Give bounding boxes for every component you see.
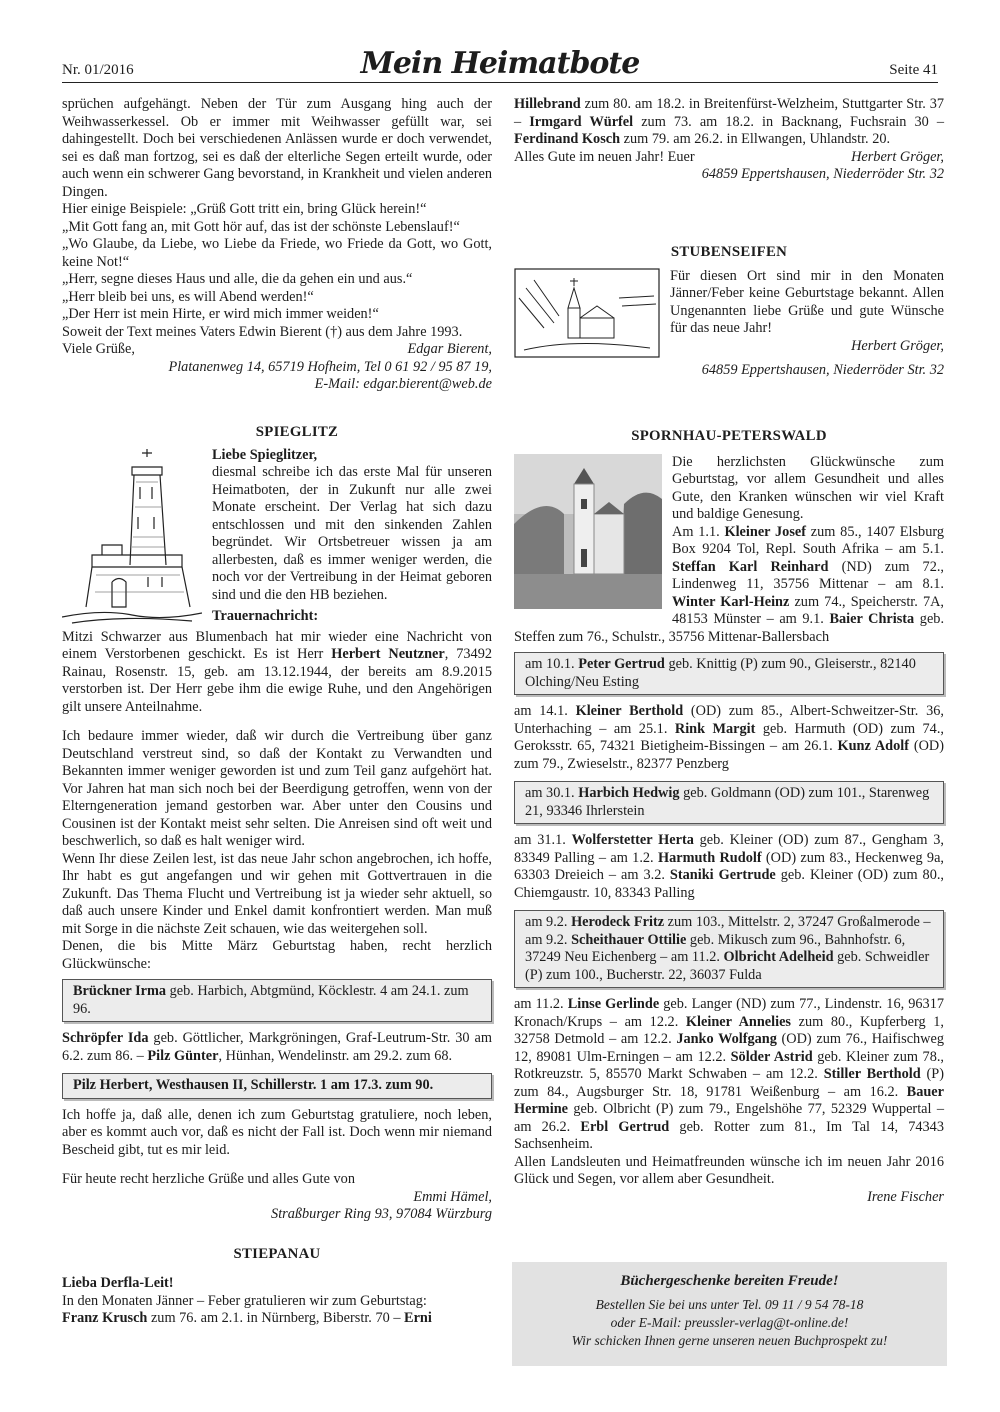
greeting: Viele Grüße,: [62, 341, 135, 357]
v1a: am 11.2.: [514, 996, 568, 1012]
quote-4: „Herr bleib bei uns, es will Abend werden!“: [62, 288, 314, 305]
box2-text: Pilz Herbert, Westhausen II, Schillerstr. 1 am 17.3. zum 90.: [73, 1077, 434, 1093]
hg2-name: Herbert Gröger,: [851, 337, 944, 354]
birthday-box-harbich: [514, 781, 944, 824]
t2n: Rink Margit: [674, 720, 756, 737]
allen-paragraph: Allen Landsleuten und Heimatfreunden wünsche ich im neuen Jahr 2016 Glück und Segen, vor allem aber Gesundheit.: [514, 1153, 944, 1187]
stubenseifen-text: Für diesen Ort sind mir in den Monaten Jänner/Feber keine Geburtstage bekannt. Allen Ungenannten liebe Grüße und gute Wünsche für das neue Jahr!: [670, 267, 944, 336]
hg2-address: 64859 Eppertshausen, Niederröder Str. 32: [701, 361, 944, 378]
left-column: [62, 96, 492, 394]
birthday-box-herodeck: [514, 910, 944, 988]
u3n: Staniki Gertrude: [669, 867, 776, 883]
trauer-name: Herbert Neutzner: [331, 646, 445, 662]
hb-name: Hillebrand: [514, 96, 581, 112]
s1b: zum 85., 1407 Elsburg Box 9204 Tol, Repl. South Afrika – am 5.1.: [672, 523, 944, 557]
page-number: Seite 41: [889, 62, 938, 78]
hb-rest: zum 80. am 18.2. in Breitenfürst-Welzheim, Stuttgarter Str. 37 –: [514, 96, 944, 130]
signature-address: Platanenweg 14, 65719 Hofheim, Tel 0 61 92 / 95 87 19,: [168, 358, 492, 375]
v7b: geb. Rotter zum 81., Im Tal 14, 74343 Sachsenheim.: [514, 1118, 944, 1152]
irene-signature: Irene Fischer: [867, 1188, 944, 1205]
v5b: (P) zum 84., Augsburger Str. 18, 91781 Weißenburg – am 16.2.: [514, 1066, 944, 1100]
quote-3: „Herr, segne dieses Haus und alle, die da gehen ein und aus.“: [62, 271, 413, 287]
masthead-logo: Mein Heimatbote: [360, 46, 640, 81]
stubenseifen-title: STUBENSEIFEN: [670, 244, 788, 260]
intro-paragraph: sprüchen aufgehängt. Neben der Tür zum Ausgang hing auch der Weihwasserkessel. Ob er immer mit Weihwasser gefüllt war, sei dahingestellt. Doch bei verschiedenen Anlässen wurde er doch verwendet, sei es daß man fortzog, sei es daß der elterliche Segen erteilt wurde, oder auch wenn ein schwerer Gang bevorstand, in Krankheit und vielen anderen Dingen.: [62, 96, 492, 200]
signature-bierent: [62, 341, 492, 359]
b2b: geb. Goldmann (OD) zum 101., Starenweg 21, 93346 Ihrlerstein: [525, 785, 930, 819]
church-sketch-icon: [514, 268, 660, 358]
u2n: Harmuth Rudolf: [657, 849, 762, 866]
emmi-name: Emmi Hämel,: [413, 1188, 492, 1205]
t1n: Kleiner Berthold: [575, 703, 684, 719]
b3n3: Olbricht Adelheid: [723, 949, 834, 965]
book-ad-box: [512, 1262, 947, 1366]
p-rest: , Hünhan, Wendelinstr. am 29.2. zum 68.: [218, 1047, 453, 1064]
iw-rest: zum 73. am 18.2. in Backnang, Fuchsrain 30 –: [633, 113, 944, 130]
b3d: geb. Schweidler (P) zum 100., Bucherstr. 22, 36037 Fulda: [525, 949, 930, 983]
b1n: Peter Gertrud: [578, 656, 665, 672]
v1b: geb. Langer (ND) zum 77., Lindenstr. 16, 96317 Kronach/Krups – am 12.2.: [514, 996, 945, 1030]
wolferstetter-line: [514, 832, 944, 902]
u2b: (OD) zum 83., Heckenweg 9a, 63303 Dreieich – am 3.2.: [514, 849, 944, 883]
u1b: geb. Kleiner (OD) zum 87., Gengham 3, 83349 Palling – am 1.2.: [514, 832, 944, 866]
wenn-paragraph: Wenn Ihr diese Zeilen lest, ist das neue Jahr schon angebrochen, ich hoffe, Ihr habt es gut angefangen und wir gehen mit Gottvertrauen in die Zukunft. Das Thema Flucht und Vertreibung ist ja wieder sehr aktuell, so daß auch unsere Kinder und Enkel damit konfrontiert werden. Man muß mit Sorge in die nächste Zeit schauen, wie das weitergehen soll.: [62, 850, 492, 937]
u3b: geb. Kleiner (OD) zum 80., Chiemgaustr. 10, 83343 Palling: [514, 867, 944, 901]
fk-rest: zum 79. am 26.2. in Ellwangen, Uhlandstr. 20.: [620, 131, 891, 147]
ad-line-1: Bestellen Sie bei uns unter Tel. 09 11 / 9 54 78-18: [595, 1297, 864, 1312]
ad-line-3: Wir schicken Ihnen gerne unseren neuen Buchprospekt zu!: [571, 1333, 888, 1348]
spieglitz-title: SPIEGLITZ: [255, 424, 339, 440]
t1b: (OD) zum 85., Albert-Schweitzer-Str. 36, Unterhaching – am 25.1.: [514, 703, 944, 737]
page-header: [62, 46, 938, 86]
fk-name: Ferdinand Kosch: [514, 131, 621, 147]
b3a: am 9.2.: [525, 914, 572, 930]
s4b: geb. Steffen zum 76., Schulstr., 35756 Mittenar-Ballersbach: [514, 611, 945, 645]
stiepanau-text: In den Monaten Jänner – Feber gratulieren wir zum Geburtstag:: [62, 1292, 427, 1309]
s2b: (ND) zum 72., Lindenweg 11, 35756 Mittenar – am 8.1.: [672, 558, 944, 592]
t2b: geb. Harmuth (OD) zum 74., Geroksstr. 65, 74321 Bietigheim-Bissingen – am 26.1.: [514, 720, 944, 754]
hg-address: 64859 Eppertshausen, Niederröder Str. 32: [701, 166, 944, 182]
tower-illustration-icon: [62, 447, 202, 625]
signature-groeger-1: [514, 149, 944, 167]
s3b: zum 74., Speicherstr. 7A, 48153 Münster – am 9.1.: [672, 593, 944, 627]
v2n: Kleiner Annelies: [685, 1013, 791, 1030]
v3n: Janko Wolfgang: [676, 1031, 777, 1047]
signature-name: Edgar Bierent,: [407, 341, 492, 357]
s-name: Schröpfer Ida: [62, 1030, 149, 1046]
birthday-box-peter: [514, 652, 944, 695]
b2a: am 30.1.: [525, 785, 579, 801]
s-rest: geb. Göttlicher, Markgröningen, Graf-Leutrum-Str. 30 am 6.2. zum 86. –: [62, 1030, 492, 1064]
s1n: Kleiner Josef: [724, 523, 806, 540]
spieglitz-greeting: Liebe Spieglitzer,: [212, 446, 318, 463]
birthday-box-brueckner: [62, 979, 492, 1022]
signature-email: E-Mail: edgar.bierent@web.de: [314, 376, 492, 392]
stiepanau-greeting: Lieba Derfla-Leit!: [62, 1275, 174, 1291]
ad-title: Büchergeschenke bereiten Freude!: [620, 1273, 839, 1289]
v6n: Bauer Hermine: [514, 1083, 944, 1117]
b1b: geb. Knittig (P) zum 90., Gleiserstr., 82140 Olching/Neu Esting: [525, 656, 916, 690]
hoffe-paragraph: Ich hoffe ja, daß alle, denen ich zum Geburtstag gratuliere, noch leben, aber es kommt auch vor, daß es nicht der Fall ist. Doch wenn mir niemand Bescheid gibt, tut es mir leid.: [62, 1106, 492, 1158]
u1a: am 31.1.: [514, 832, 572, 848]
trauer-title: Trauernachricht:: [212, 608, 319, 624]
v2b: zum 80., Kupferberg 1, 32758 Detmold – am 12.2.: [514, 1013, 944, 1047]
hillebrand-line: [514, 96, 944, 149]
s1a: Am 1.1.: [672, 523, 725, 540]
b3c: geb. Mikusch zum 96., Bahnhofstr. 6, 37249 Neu Eichenberg – am 11.2.: [525, 931, 906, 965]
v4b: geb. Kleiner zum 78., Rotkreuzstr. 5, 85570 Markt Schwaben – am 12.2.: [514, 1048, 944, 1082]
spieglitz-section: [62, 424, 492, 1328]
kr-name: Franz Krusch: [62, 1310, 148, 1326]
issue-number: Nr. 01/2016: [62, 62, 134, 78]
v7n: Erbl Gertrud: [580, 1118, 670, 1135]
trauer-b: , 73492 Rainau, Rosenstr. 15, geb. am 13.12.1944, der bereits am 8.9.2015 verstorben ist. Der Herr gebe ihm die ewige Ruhe, und den Angehörigen gilt unsere Anteilnahme.: [62, 646, 492, 715]
b3n: Herodeck Fritz: [571, 914, 665, 930]
hg-name: Herbert Gröger,: [851, 148, 944, 165]
s2n: Steffan Karl Reinhard: [672, 558, 829, 575]
box1-rest: geb. Harbich, Abtgmünd, Köcklestr. 4 am 24.1. zum 96.: [73, 983, 469, 1017]
trauer-a: Mitzi Schwarzer aus Blumenbach hat mir wieder eine Nachricht von einem Verstorbenen geschickt. Es ist Herr: [62, 628, 492, 662]
schroepfer-line: [62, 1030, 492, 1065]
t3b: (OD) zum 79., Zwieselstr., 82377 Penzberg: [514, 738, 945, 772]
b1a: am 10.1.: [525, 656, 579, 672]
v6b: geb. Olbricht (P) zum 79., Engelshöhe 77, 52329 Wuppertal – am 26.2.: [514, 1101, 944, 1135]
box1-name: Brückner Irma: [73, 983, 167, 999]
b2n: Harbich Hedwig: [578, 785, 680, 801]
bedaure-paragraph: Ich bedaure immer wieder, daß wir durch die Vertreibung über ganz Deutschland verstreut sind, so daß der Kontakt zu Verwandten und Bekannten immer weniger geworden ist und zum Teil ganz aufgehört hat. Vor Jahren hat man sich noch bei der Beerdigung getroffen, wenn von der Elterngeneration jemand gestorben war. Aber unter den Cousins und Cousinen ist der Kontakt meist sehr selten. Die Anreisen sind oft weit und beschwerlich, so daß es halt weniger wird.: [62, 728, 492, 849]
quote-2: „Wo Glaube, da Liebe, wo Liebe da Friede, wo Friede da Gott, wo Gott, keine Not!“: [62, 236, 492, 270]
b3n2: Scheithauer Ottilie: [571, 931, 687, 948]
kr-next: Erni: [404, 1310, 432, 1326]
p-name: Pilz Günter: [147, 1047, 219, 1064]
emmi-address: Straßburger Ring 93, 97084 Würzburg: [271, 1206, 492, 1222]
examples-line: Hier einige Beispiele: „Grüß Gott tritt ein, bring Glück herein!“: [62, 201, 427, 217]
heute-line: Für heute recht herzliche Grüße und alles Gute von: [62, 1171, 355, 1187]
church-photo-icon: [514, 454, 662, 609]
s4n: Baier Christa: [829, 611, 915, 627]
spornhau-section: [514, 428, 944, 1206]
stiepanau-title: STIEPANAU: [233, 1245, 321, 1262]
v4n: Sölder Astrid: [730, 1048, 813, 1065]
v3b: (OD) zum 76., Haifischweg 12, 89081 Ulm-Erningen – am 12.2.: [514, 1031, 945, 1065]
linse-line: [514, 996, 944, 1154]
t3n: Kunz Adolf: [837, 738, 910, 754]
v5n: Stiller Berthold: [823, 1066, 921, 1082]
t1a: am 14.1.: [514, 703, 576, 719]
spieglitz-text: diesmal schreibe ich das erste Mal für unseren Heimatboten, der in Zukunft nur alle zwei Monate erscheint. Der Verlag hat sich dazu entschlossen und mit den sinkenden Zahlen begründet. Wir Ortsbetreuer wissen ja am allerbesten, daß es immer weniger werden, die noch vor der Vertreibung in der Heimat geboren sind und die den HB beziehen.: [212, 464, 492, 603]
kleiner-berthold-line: [514, 703, 944, 773]
birthday-box-pilz: [62, 1073, 492, 1099]
alles-gute: Alles Gute im neuen Jahr! Euer: [514, 148, 695, 165]
v1n: Linse Gerlinde: [567, 996, 660, 1012]
ad-line-2: oder E-Mail: preussler-verlag@t-online.de!: [610, 1315, 849, 1330]
soweit-line: Soweit der Text meines Vaters Edwin Bierent (†) aus dem Jahre 1993.: [62, 323, 463, 340]
iw-name: Irmgard Würfel: [529, 113, 634, 130]
s3n: Winter Karl-Heinz: [672, 593, 790, 610]
spornhau-intro: Die herzlichsten Glückwünsche zum Geburtstag, vor allem Gesundheit und alles Gute, den Kranken wünschen wir viel Kraft und baldige Genesung.: [672, 453, 944, 522]
quote-5: „Der Herr ist mein Hirte, er wird mich immer weiden!“: [62, 306, 379, 322]
stubenseifen-section: [514, 244, 944, 379]
right-column-top: [514, 96, 944, 184]
b3b: zum 103., Mittelstr. 2, 37247 Großalmerode – am 9.2.: [525, 914, 931, 948]
u1n: Wolferstetter Herta: [571, 832, 694, 848]
trauer-text: [62, 629, 492, 717]
header-rule: [62, 82, 938, 83]
kr-rest: zum 76. am 2.1. in Nürnberg, Biberstr. 70 –: [147, 1310, 405, 1326]
quote-1: „Mit Gott fang an, mit Gott hör auf, das ist der schönste Lebenslauf!“: [62, 218, 460, 235]
denen-paragraph: Denen, die bis Mitte März Geburtstag haben, recht herzlich Glückwünsche:: [62, 938, 492, 972]
spornhau-title: SPORNHAU-PETERSWALD: [631, 428, 827, 444]
krusch-line: [62, 1310, 492, 1328]
